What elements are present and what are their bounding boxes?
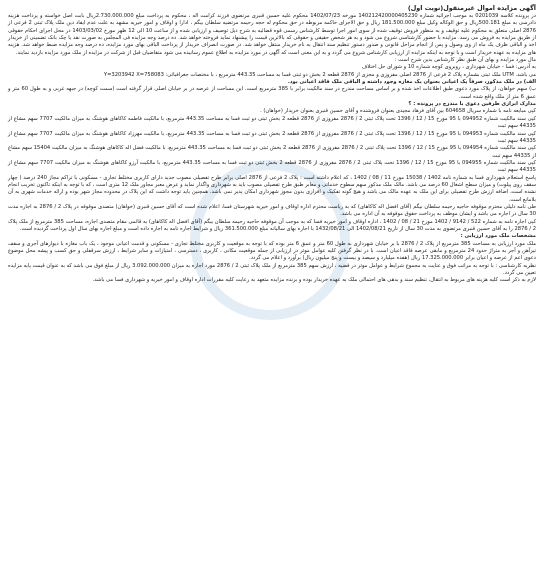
document-item: کپی سند مالکیت شماره 094953 با 95 مورخ 15 / 12 / 1396 تحت پلاک ثبتی 2 / 2876 مفروزی از 2876 قطعه 2 بخش ثبتی دو ثبت فسا به مساحت 443.35 مترمربع، با مالکیت مهرزاد کاکاهای هوشنگ به میزان مالکیت 7707 سهم مشاع از 44335 سهم ثبت [8,130,537,144]
lease-agreement: کپی اجاره نامه به شماره 522 / 9142 / 1402 مورخ 21 / 08 / 1402 ، اداره اوقاف و امور خیریه فسا که به موجب آن موقوفه حاجیه رحیمه سلطان بیگم (آقای افضل اله کاکاهای) به قائمی مقام متصدی اجاره، مساحت 385 مترمربع از ملک پلاک 2 / 2876 را به آقای حسین قنبری مرتضوی به مدت 30 سال از تاریخ 1402/08/21 الی 1432/08/21 با اجاره بهای سالیانه مبلغ 361.500.000 ریال و شرایط اجاره نامه به اجاره داده است و مبلغ اجاره بهای سال اول پرداخت گردیده است. [8,218,537,232]
expert-opinion: نظریه کارشناسی : با توجه به مراتب فوق و عنایت به مجموع شرایط و عوامل موثر در قضیه ، ارزش سهم 385 مترمربع از ملک پلاک ثبتی 2 / 2876 مورد اجاره به میزان 3.092.000.000 ریال از مبلغ فوق می باشد که به عنوان قیمت پایه مزایده تعیین می گردد. [8,262,536,277]
intro-paragraph: در پرونده کلاسه 0201039 به موجب اجرائیه شماره 140212420000405230 مورخه 1402/07/23 محکوم علیه حسین قنبری مرتضوی فرزند کرامت اله ، محکوم به پرداخت مبلغ 2.730.000.000ریال بابت اصل خواسته و پرداخت هزینه دادرسی به مبلغ 500.181ریال و حق الوکاله وکیل مبلغ 181.500.000 ریال و حق الاجرای حاکمه مربوطه در حق محکوم له حجه رحیمه مرتضیه سلطان بیگم ، ادارا و اوقاف و امور خیریه مشهد به علت عدم ایفاد دین ملک پلاک ثبتی 2 فرعی از 2876 اصلی متعلق به محکوم علیه توقیف و به منظور فروش توقیف شده از سوی امور اجرا توسط کارشناس رسمی قوه قضائیه به شرح ذیل توصیف و ارزیابی شده و از ساعت 10 الی 12 ظهر مورخ 1403/03/02 در محل اجرای احکام حقوقی از طریق مزایده به فروش می رسد. مزایده با حضور کارشناسی شروع می شود و به هر شخص حقیقی و حقوقی که بالاترین قیمت را پیشنهاد نماید فروخته خواهد شد. ده درصد وجه مزایده فی المجلس به صورت نقد یا چک بانک تضمینی از خریدار اخذ و الباقی ظرف یک ماه از وی وصول و پس از انجام مراحل قانونی و صدور دستور تنظیم سند انتقال به نام خریدار منتقل خواهد شد. در صورت انصراف خریدار از پرداخت الباقی بهای مورد مزایده، ده درصد وجه مزایده ضبط خواهد شد. هزینه های مزایده به عهده خریدار است و با توجه به اینکه مزایده از ارزیابی کارشناس شروع می گردد و به این معنی است که آگهی در مورد مزایده به اطلاع عموم رسانیده می شود متقاضیان قبل از شرکت در مزایده از ملک مورد مزایده بازدید نمایند. [8,13,537,56]
property-specs-heading: مشخصات ملک مورد ارزیابی : [460,233,536,240]
document-item: کپی سند مالکیت شماره 094952 با 95 مورخ 15 / 12 / 1396 تحت پلاک ثبتی 2 / 2876 مفروزی از 2876 قطعه 2 بخش ثبتی دو ثبت فسا به مساحت 443.35 مترمربع، با مالکیت فاطمه کاکاهای هوشنگ به میزان مالکیت 7707 سهم مشاع از 44335 سهم ثبت [8,115,537,130]
section-a: الف) در ملک مذکور، صرفاً یک اعیانی بعنوان یک مغازه وجود داشته و الباقی ملک فاقد اعیانی بود. [287,79,536,86]
property-intro: مال مورد مزایده و بهای آن طبق نظر کارشناس بدین شرح است : [394,57,536,64]
documents-heading: مدارک ابرازی طرفین دعوی با مندرج در پرونده : ؟ [408,101,536,108]
document-item: کپی سند مالکیت شماره 094954 با 95 مورخ 15 / 12 / 1396 تحت پلاک ثبتی 2 / 2876 مفروزی از 2876 قطعه 2 بخش ثبتی دو ثبت فسا به مساحت 443.35 مترمربع، با مالکیت فضل اله کاکاهای هوشنگ به میزان مالکیت 15404 سهم مشاع از 44335 سهم ثبت [8,145,537,159]
document-item: کپی مبایعه نامه با شماره سریال 604658 بین آقای فرهاد مجیدی بعنوان فروشنده و آقای حسین قنبری بعنوان خریدار (خواهان) . [260,108,536,115]
notice-title: آگهی مزایده اموال غیرمنقول(نوبت اول) [407,4,536,12]
property-address: به آدرس: فسا - خیابان شهرداری ، روبروی کوچه شماره 10 و شورای حل اختلاف [361,64,536,71]
property-specs: ملک مورد ارزیابی به مساحت 385 مترمربع از پلاک 2 / 2876 با بر خیابان شهرداری به طول 60 متر و عمق 6 متر بوده که با توجه به موقعیت و کاربری مختلط تجاری - مسکونی و قدمت اعیانی موجود ، یک باب مغازه با دیوارهای آجری و سقف تیرآهن و آجر به متراژ حدود 24 مترمربع و مابقی عرصه فاقد اعیان است. با در نظر گرفتن کلیه عوامل موثر در ارزیابی از جمله موقعیت مکانی ، کاربری ، دسترسی ، امتیازات و سایر شرایط ، ارزش سرقفلی و حق کسب و پیشه محل موضوع دعوی اعم از عرصه و اعیان برابر 17.325.000.000 ریال (هفده میلیارد و سیصد و بیست و پنج میلیون ریال) برآورد و اعلام می گردد. [8,240,537,262]
closing-note: لازم به ذکر است کلیه هزینه های مربوط به انتقال، تنظیم سند و بدهی های احتمالی ملک به عهده خریدار بوده و برنده مزایده متعهد به رعایت کلیه مقررات اداره اوقاف و امور خیریه و شهرداری فسا می باشد. [92,277,536,284]
endowment-letter: طی نامه دلیلی محترم موقوفه حاجیه رحیمه سلطان بیگم (آقای افضل اله کاکاهای) که به ریاست محترم اداره اوقاف و امور خیریه شهرستان فسا، اعلام شده است که آقای حسین قنبری (خواهان) متصدی موقوفه در پلاک 2 / 2876 به اجاره مدت 30 سال در اجاره می باشد و ایشان موظف به پرداخت حقوق موقوفه به آن اداره می باشد. [8,203,536,218]
property-registration: می باشد. UTM ملک ثبتی بشماره پلاک 2 فرعی از 2876 اصلی مفروزی و مجزی از 2876 قطعه 2 بخش دو ثبتی فسا به مساحت 443.35 مترمربع ، با مختصات جغرافیائی: Y=3203942 X=758083 [103,71,536,78]
notice-document [8,4,536,572]
municipality-response: پاسخ استعلام شهرداری فسا به شماره نامه 1402 / 15038 مورخ 11 / 08 / 1402 ، که اعلام داشته است : پلاک 2 فرعی از 2876 اصلی برابر طرح تفصیلی مصوب جدید دارای کاربری مختلط تجاری - مسکونی با تراکم مجاز 240 درصد ( چهار سقف روی پیلوت) و میزان سطح اشغال 60 درصد می باشد. مالک ملک مذکور سهم سطوح خدماتی و معابر طبق طرح تفصیلی مصوب باید به شهرداری واگذار نماید و عرض معبر مجاور ملک 12 متری است ، که با توجه به اینکه تاکنون تخریب انجام نشده است، اضافه ارزش طرح تفصیلی برای این ملک به عهده مالک می باشد و هیچ گونه تفکیک و افرازی بدون مجوز شهرداری امکان پذیر نمی باشد. همچنین باید توجه داشت که این پلاک در محدوده مجاز شهر بوده و ارائه خدمات شهری به آن بلامانع است. [8,174,536,203]
section-b: ب) سهم خواهان، از پلاک مورد دعوی طبق اطلاعات اخذ شده و بر اساس مساحت مندرج در سند مالکیت برابر با 385 مترمربع است. این مساحت از عرصه در بر خیابان اصلی قرار گرفته است (سمت کوچه) در جبهه غربی و به طول 60 متر و عمق 6 متر از ملک واقع شده است. [8,86,536,100]
document-item: کپی سند مالکیت شماره 094955 با 95 مورخ 15 / 12 / 1396 تحت پلاک ثبتی 2 / 2876 مفروزی از 2876 قطعه 2 بخش ثبتی دو ثبت فسا به مساحت 443.35 مترمربع، با مالکیت آرزو کاکاهای هوشنگ به میزان مالکیت 7707 سهم مشاع از 44335 سهم ثبت [8,159,536,174]
